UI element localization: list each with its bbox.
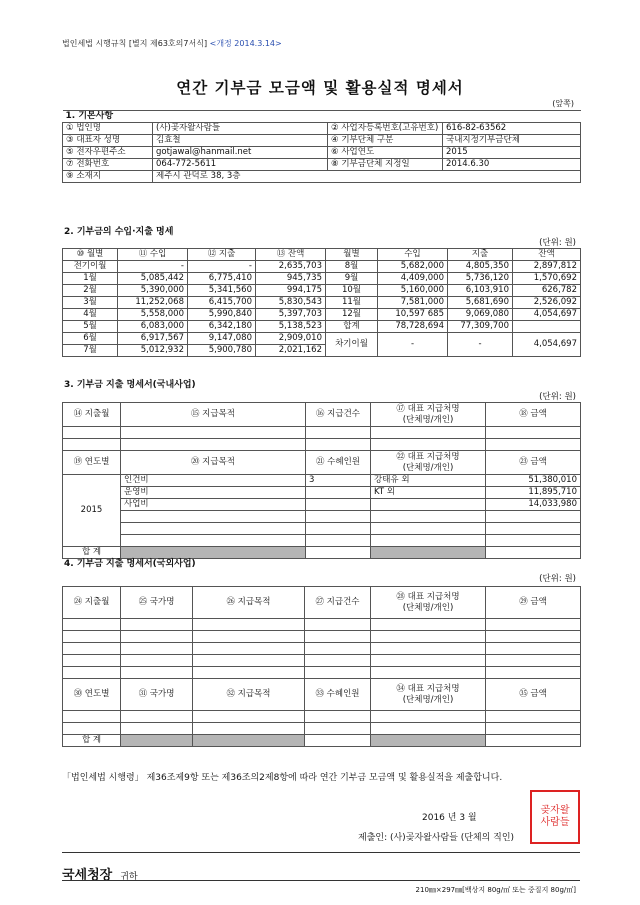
table-cell: 5,390,000 — [118, 285, 188, 297]
table-cell: 12월 — [326, 309, 378, 321]
column-header: ㉚ 연도별 — [63, 679, 121, 711]
empty-cell — [371, 439, 486, 451]
table-cell: 11,252,068 — [118, 297, 188, 309]
empty-cell — [371, 619, 486, 631]
empty-cell — [306, 523, 371, 535]
empty-cell — [63, 619, 121, 631]
empty-cell — [121, 511, 306, 523]
payee-cell: 강태유 외 — [371, 475, 486, 487]
section4-unit: (단위: 원) — [539, 574, 576, 584]
column-header: ⑮ 지급목적 — [121, 403, 306, 427]
empty-cell — [486, 631, 581, 643]
column-header: ⑯ 지급건수 — [306, 403, 371, 427]
table-cell: 10,597 685 — [378, 309, 448, 321]
info-label: ⑥ 사업연도 — [328, 147, 443, 159]
empty-cell — [121, 535, 306, 547]
empty-cell — [193, 723, 305, 735]
empty-cell — [193, 667, 305, 679]
info-label: ② 사업자등록번호(고유번호) — [328, 123, 443, 135]
column-header: ⑰ 대표 지급처명 (단체명/개인) — [371, 403, 486, 427]
empty-cell — [371, 723, 486, 735]
empty-cell — [306, 427, 371, 439]
empty-cell — [371, 667, 486, 679]
table-cell: 9,147,080 — [188, 333, 256, 345]
table-row — [63, 475, 581, 487]
empty-cell — [305, 643, 371, 655]
shaded-cell — [371, 735, 486, 747]
empty-cell — [63, 711, 121, 723]
empty-cell — [486, 619, 581, 631]
column-header: ㉗ 지급건수 — [305, 587, 371, 619]
column-header: ㉑ 수혜인원 — [306, 451, 371, 475]
table-cell: 9,069,080 — [448, 309, 513, 321]
table-cell: 78,728,694 — [378, 321, 448, 333]
empty-cell — [121, 667, 193, 679]
table-cell: 6,103,910 — [448, 285, 513, 297]
address-value: 제주시 관덕로 38, 3층 — [153, 171, 581, 183]
empty-cell — [486, 667, 581, 679]
table-cell: 5,397,703 — [256, 309, 326, 321]
column-header: ㉓ 금액 — [486, 451, 581, 475]
table-cell: 4,054,697 — [513, 309, 581, 321]
empty-cell — [371, 523, 486, 535]
carry-over-balance: 4,054,697 — [513, 333, 581, 357]
section2-unit: (단위: 원) — [539, 238, 576, 248]
section3-title: 3. 기부금 지출 명세서(국내사업) — [64, 380, 196, 390]
column-header: ㉟ 금액 — [486, 679, 581, 711]
info-value: 2014.6.30 — [443, 159, 581, 171]
column-header: 잔액 — [513, 249, 581, 261]
column-header: ⑩ 월별 — [63, 249, 118, 261]
empty-cell — [121, 619, 193, 631]
paper-spec: 210㎜×297㎜[백상지 80g/㎡ 또는 중질지 80g/㎡] — [415, 886, 576, 894]
column-header: ㉙ 금액 — [486, 587, 581, 619]
divider — [62, 852, 580, 853]
info-label: ③ 대표자 성명 — [63, 135, 153, 147]
table-cell: 1월 — [63, 273, 118, 285]
table-cell: 626,782 — [513, 285, 581, 297]
empty-cell — [121, 655, 193, 667]
empty-cell — [305, 619, 371, 631]
table-cell: 2,909,010 — [256, 333, 326, 345]
table-cell: 5월 — [63, 321, 118, 333]
column-header: ⑬ 잔액 — [256, 249, 326, 261]
table-row — [63, 321, 581, 333]
table-cell: 5,138,523 — [256, 321, 326, 333]
info-label: ⑤ 전자우편주소 — [63, 147, 153, 159]
info-value: gotjawal@hanmail.net — [153, 147, 328, 159]
table-cell: 5,085,442 — [118, 273, 188, 285]
empty-cell — [193, 643, 305, 655]
empty-cell — [305, 631, 371, 643]
empty-cell — [486, 439, 581, 451]
empty-cell — [486, 723, 581, 735]
empty-cell — [63, 667, 121, 679]
table-cell: 합계 — [326, 321, 378, 333]
empty-cell — [121, 723, 193, 735]
table-row — [63, 333, 581, 345]
table-cell: 9월 — [326, 273, 378, 285]
year-cell: 2015 — [63, 475, 121, 547]
table-cell: 3월 — [63, 297, 118, 309]
section3-unit: (단위: 원) — [539, 392, 576, 402]
empty-cell — [305, 735, 371, 747]
shaded-cell — [193, 735, 305, 747]
empty-cell — [486, 523, 581, 535]
info-label: ⑦ 전화번호 — [63, 159, 153, 171]
payee-cell: KT 외 — [371, 487, 486, 499]
table-cell: 6,775,410 — [188, 273, 256, 285]
table-cell: 945,735 — [256, 273, 326, 285]
empty-cell — [371, 535, 486, 547]
table-cell: 5,830,543 — [256, 297, 326, 309]
payee-cell — [371, 499, 486, 511]
column-header: 지출 — [448, 249, 513, 261]
column-header: ⑱ 금액 — [486, 403, 581, 427]
total-label: 합 계 — [63, 547, 121, 559]
table-cell: 6,342,180 — [188, 321, 256, 333]
table-row — [63, 285, 581, 297]
column-header: ㉜ 지급목적 — [193, 679, 305, 711]
empty-cell — [193, 619, 305, 631]
table-cell: 6,415,700 — [188, 297, 256, 309]
column-header: ㉖ 지급목적 — [193, 587, 305, 619]
count-cell — [306, 499, 371, 511]
empty-cell — [371, 711, 486, 723]
table-row — [63, 261, 581, 273]
column-header: ㉔ 지출월 — [63, 587, 121, 619]
carry-over-income: - — [378, 333, 448, 357]
info-value: 김효철 — [153, 135, 328, 147]
table-cell: 6,917,567 — [118, 333, 188, 345]
revision-note: <개정 2014.3.14> — [209, 39, 282, 48]
column-header: ㉞ 대표 지급처명 (단체명/개인) — [371, 679, 486, 711]
column-header: ㉝ 수혜인원 — [305, 679, 371, 711]
column-header: ⑪ 수입 — [118, 249, 188, 261]
table-cell: 5,341,560 — [188, 285, 256, 297]
empty-cell — [63, 427, 121, 439]
empty-cell — [486, 511, 581, 523]
empty-cell — [486, 655, 581, 667]
official-seal: 곶자왈 사람들 — [530, 790, 580, 844]
info-row — [63, 135, 581, 147]
info-value: 064-772-5611 — [153, 159, 328, 171]
carry-over-expense: - — [448, 333, 513, 357]
address-label: ⑨ 소재지 — [63, 171, 153, 183]
purpose-cell: 사업비 — [121, 499, 306, 511]
table-cell: 5,012,932 — [118, 345, 188, 357]
info-row — [63, 159, 581, 171]
purpose-cell: 운영비 — [121, 487, 306, 499]
section2-title: 2. 기부금의 수입·지출 명세 — [64, 227, 174, 237]
empty-cell — [305, 655, 371, 667]
amount-cell: 14,033,980 — [486, 499, 581, 511]
empty-cell — [63, 723, 121, 735]
empty-cell — [486, 547, 581, 559]
info-value: 2015 — [443, 147, 581, 159]
table-cell: 2월 — [63, 285, 118, 297]
table-cell: - — [188, 261, 256, 273]
table-cell — [513, 321, 581, 333]
column-header: ㉘ 대표 지급처명 (단체명/개인) — [371, 587, 486, 619]
table-cell: 5,558,000 — [118, 309, 188, 321]
table-cell: 4,409,000 — [378, 273, 448, 285]
table-cell: 5,160,000 — [378, 285, 448, 297]
section1-title: 1. 기본사항 — [63, 111, 581, 123]
table-cell: 994,175 — [256, 285, 326, 297]
column-header: 월별 — [326, 249, 378, 261]
empty-cell — [63, 631, 121, 643]
table-cell: 10월 — [326, 285, 378, 297]
table-cell: 5,681,690 — [448, 297, 513, 309]
table-cell: 5,682,000 — [378, 261, 448, 273]
empty-cell — [193, 711, 305, 723]
table-cell: 2,021,162 — [256, 345, 326, 357]
empty-cell — [486, 735, 581, 747]
page-mark: (앞쪽) — [552, 99, 574, 108]
table-row — [63, 273, 581, 285]
table-cell: 5,900,780 — [188, 345, 256, 357]
info-label: ⑧ 기부금단체 지정일 — [328, 159, 443, 171]
table-cell: 4,805,350 — [448, 261, 513, 273]
empty-cell — [305, 667, 371, 679]
divider — [62, 880, 580, 881]
purpose-cell: 인건비 — [121, 475, 306, 487]
empty-cell — [121, 439, 306, 451]
empty-cell — [63, 439, 121, 451]
table-row — [63, 535, 581, 547]
empty-cell — [371, 427, 486, 439]
declaration-text: 「법인세법 시행령」 제36조제9항 또는 제36조의2제8항에 따라 연간 기부금 모금액 및 활용실적을 제출합니다. — [62, 773, 503, 783]
total-label: 합 계 — [63, 735, 121, 747]
info-label: ④ 기부단체 구분 — [328, 135, 443, 147]
empty-cell — [193, 631, 305, 643]
empty-cell — [121, 631, 193, 643]
table-row — [63, 511, 581, 523]
column-header: ㉒ 대표 지급처명 (단체명/개인) — [371, 451, 486, 475]
table-cell: 11월 — [326, 297, 378, 309]
table-cell: 4월 — [63, 309, 118, 321]
addressee: 국세청장 귀하 — [62, 868, 138, 883]
empty-cell — [371, 631, 486, 643]
count-cell: 3 — [306, 475, 371, 487]
column-header: ⑭ 지출월 — [63, 403, 121, 427]
table-cell: 6,083,000 — [118, 321, 188, 333]
empty-cell — [121, 523, 306, 535]
info-row — [63, 123, 581, 135]
count-cell — [306, 487, 371, 499]
table-row — [63, 499, 581, 511]
table-row — [63, 297, 581, 309]
domestic-expense-table — [62, 402, 581, 559]
empty-cell — [306, 547, 371, 559]
shaded-cell — [121, 735, 193, 747]
column-header: ㉛ 국가명 — [121, 679, 193, 711]
table-cell: 2,897,812 — [513, 261, 581, 273]
empty-cell — [371, 643, 486, 655]
column-header: ㉕ 국가명 — [121, 587, 193, 619]
table-cell: 2,635,703 — [256, 261, 326, 273]
empty-cell — [306, 511, 371, 523]
empty-cell — [371, 655, 486, 667]
submission-date: 2016 년 3 월 — [422, 813, 477, 823]
amount-cell: 11,895,710 — [486, 487, 581, 499]
table-cell: 6월 — [63, 333, 118, 345]
empty-cell — [305, 723, 371, 735]
empty-cell — [121, 427, 306, 439]
table-cell: 7,581,000 — [378, 297, 448, 309]
table-row — [63, 309, 581, 321]
table-cell: - — [118, 261, 188, 273]
info-label: ① 법인명 — [63, 123, 153, 135]
empty-cell — [371, 511, 486, 523]
section4-title: 4. 기부금 지출 명세서(국외사업) — [64, 559, 196, 569]
document-title: 연간 기부금 모금액 및 활용실적 명세서 — [176, 79, 464, 97]
table-row — [63, 523, 581, 535]
form-reference: 법인세법 시행규칙 [별지 제63호의7서식] <개정 2014.3.14> — [62, 39, 282, 48]
submitter: 제출인: (사)곶자왈사람들 (단체의 직인) — [358, 833, 515, 843]
basic-info-table — [62, 110, 581, 183]
empty-cell — [63, 643, 121, 655]
empty-cell — [486, 643, 581, 655]
empty-cell — [63, 655, 121, 667]
info-row — [63, 147, 581, 159]
empty-cell — [121, 643, 193, 655]
table-cell: 1,570,692 — [513, 273, 581, 285]
info-value: 국내지정기부금단체 — [443, 135, 581, 147]
info-value: 616-82-63562 — [443, 123, 581, 135]
shaded-cell — [371, 547, 486, 559]
empty-cell — [486, 427, 581, 439]
overseas-expense-table — [62, 586, 581, 747]
empty-cell — [193, 655, 305, 667]
table-cell: 77,309,700 — [448, 321, 513, 333]
table-cell: 2,526,092 — [513, 297, 581, 309]
amount-cell: 51,380,010 — [486, 475, 581, 487]
empty-cell — [486, 535, 581, 547]
empty-cell — [306, 439, 371, 451]
empty-cell — [486, 711, 581, 723]
table-cell: 5,990,840 — [188, 309, 256, 321]
column-header: ⑫ 지출 — [188, 249, 256, 261]
table-cell: 7월 — [63, 345, 118, 357]
column-header: 수입 — [378, 249, 448, 261]
empty-cell — [121, 711, 193, 723]
empty-cell — [306, 535, 371, 547]
table-cell: 8월 — [326, 261, 378, 273]
column-header: ⑳ 지급목적 — [121, 451, 306, 475]
income-expense-table — [62, 248, 581, 357]
table-cell: 5,736,120 — [448, 273, 513, 285]
table-cell: 전기이월 — [63, 261, 118, 273]
empty-cell — [305, 711, 371, 723]
column-header: ⑲ 연도별 — [63, 451, 121, 475]
info-value: (사)곶자왈사람들 — [153, 123, 328, 135]
carry-over-label: 차기이월 — [326, 333, 378, 357]
table-row — [63, 487, 581, 499]
